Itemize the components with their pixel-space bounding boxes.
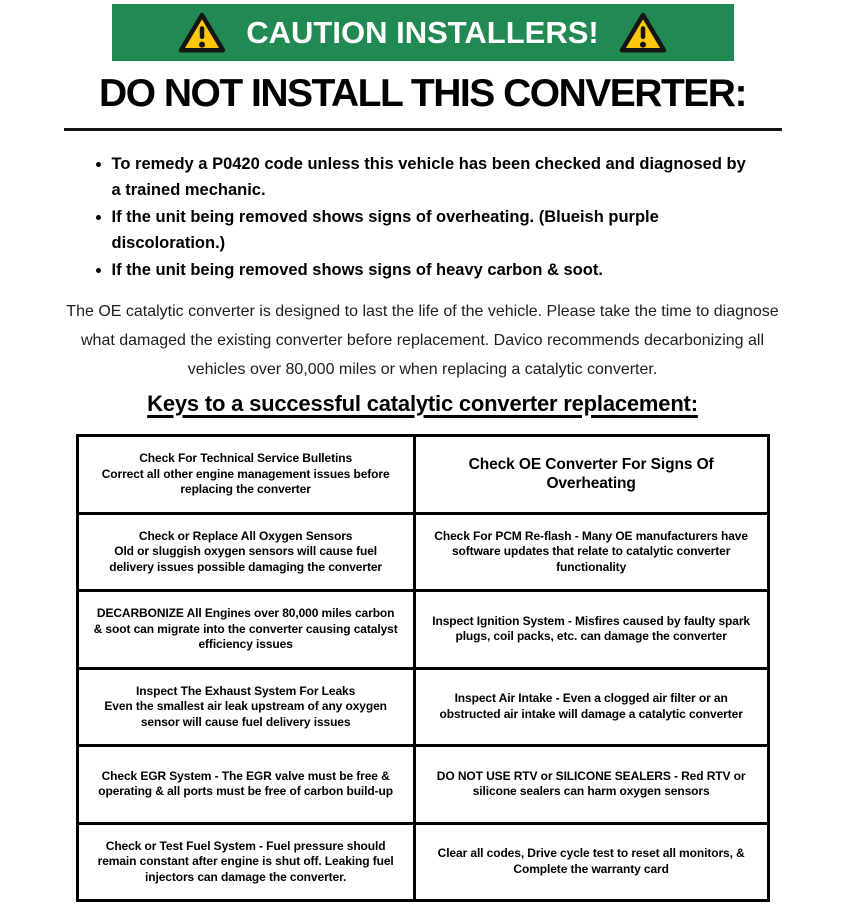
warning-item: • If the unit being removed shows signs of overheating. (Blueish purple discoloration.) [112, 204, 760, 256]
banner-label: CAUTION INSTALLERS! [246, 14, 599, 50]
paragraph-line: what damaged the existing converter before replacement. Davico recommends decarbonizing all [80, 332, 765, 349]
table-row [79, 592, 767, 670]
table-cell-oxygen-sensors [79, 515, 416, 590]
keys-heading: Keys to a successful catalytic converter replacement: [147, 391, 698, 416]
table-cell-pcm-reflash [416, 515, 767, 590]
table-cell-oe-overheating [416, 437, 767, 512]
cell-text: Correct all other engine management issues before replacing the converter [101, 466, 390, 496]
warning-triangle-icon [619, 12, 667, 54]
warning-triangle-icon [178, 12, 226, 54]
warning-item: • To remedy a P0420 code unless this vehicle has been checked and diagnosed by a trained mechanic. [112, 151, 760, 203]
page-title: DO NOT INSTALL THIS CONVERTER: [99, 72, 746, 115]
cell-text: Old or sluggish oxygen sensors will cause fuel delivery issues possible damaging the converter [109, 544, 382, 574]
table-row [79, 670, 767, 748]
cell-text: Check OE Converter For Signs Of Overheating [468, 456, 714, 493]
intro-paragraph [0, 297, 845, 384]
paragraph-line: The OE catalytic converter is designed to last the life of the vehicle. Please take the time to diagnose [66, 303, 779, 320]
warnings-list [86, 151, 760, 283]
table-row [79, 437, 767, 515]
cell-text: DECARBONIZE All Engines over 80,000 miles carbon & soot can migrate into the converter causing catalyst efficiency issues [93, 606, 398, 651]
cell-text: Inspect The Exhaust System For Leaks [136, 683, 356, 698]
cell-text: Check EGR System - The EGR valve must be free & operating & all ports must be free of carbon build-up [98, 768, 393, 799]
cell-text: Even the smallest air leak upstream of any oxygen sensor will cause fuel delivery issues [104, 699, 387, 729]
table-cell-clear-codes [416, 825, 767, 900]
table-cell-tsb [79, 437, 416, 512]
table-cell-rtv-sealers [416, 747, 767, 822]
warning-item: • If the unit being removed shows signs of heavy carbon & soot. [112, 257, 760, 283]
cell-text: Check For PCM Re-flash - Many OE manufacturers have software updates that relate to catalytic converter functionality [434, 528, 748, 574]
cell-text: Check or Test Fuel System - Fuel pressure should remain constant after engine is shut off. Leaking fuel injectors can damage the converter. [97, 838, 394, 884]
cell-text: Inspect Air Intake - Even a clogged air filter or an obstructed air intake will damage a catalytic converter [439, 691, 743, 721]
table-cell-exhaust-leaks [79, 670, 416, 745]
table-cell-ignition-system [416, 592, 767, 667]
cell-text: Check or Replace All Oxygen Sensors [138, 528, 353, 543]
table-row [79, 515, 767, 593]
cell-text: DO NOT USE RTV or SILICONE SEALERS - Red RTV or silicone sealers can harm oxygen sensors [436, 768, 746, 799]
table-row [79, 747, 767, 825]
tips-table [76, 434, 770, 902]
cell-text: Check For Technical Service Bulletins [139, 451, 353, 465]
table-cell-air-intake [416, 670, 767, 745]
cell-text: Inspect Ignition System - Misfires caused by faulty spark plugs, coil packs, etc. can damage the converter [432, 613, 750, 644]
table-cell-egr-system [79, 747, 416, 822]
table-row [79, 825, 767, 900]
table-cell-fuel-system [79, 825, 416, 900]
paragraph-line: vehicles over 80,000 miles or when replacing a catalytic converter. [187, 361, 658, 378]
cell-text: Clear all codes, Drive cycle test to reset all monitors, & Complete the warranty card [437, 846, 745, 876]
table-cell-decarbonize [79, 592, 416, 667]
caution-banner [112, 4, 734, 61]
title-divider [64, 128, 782, 131]
